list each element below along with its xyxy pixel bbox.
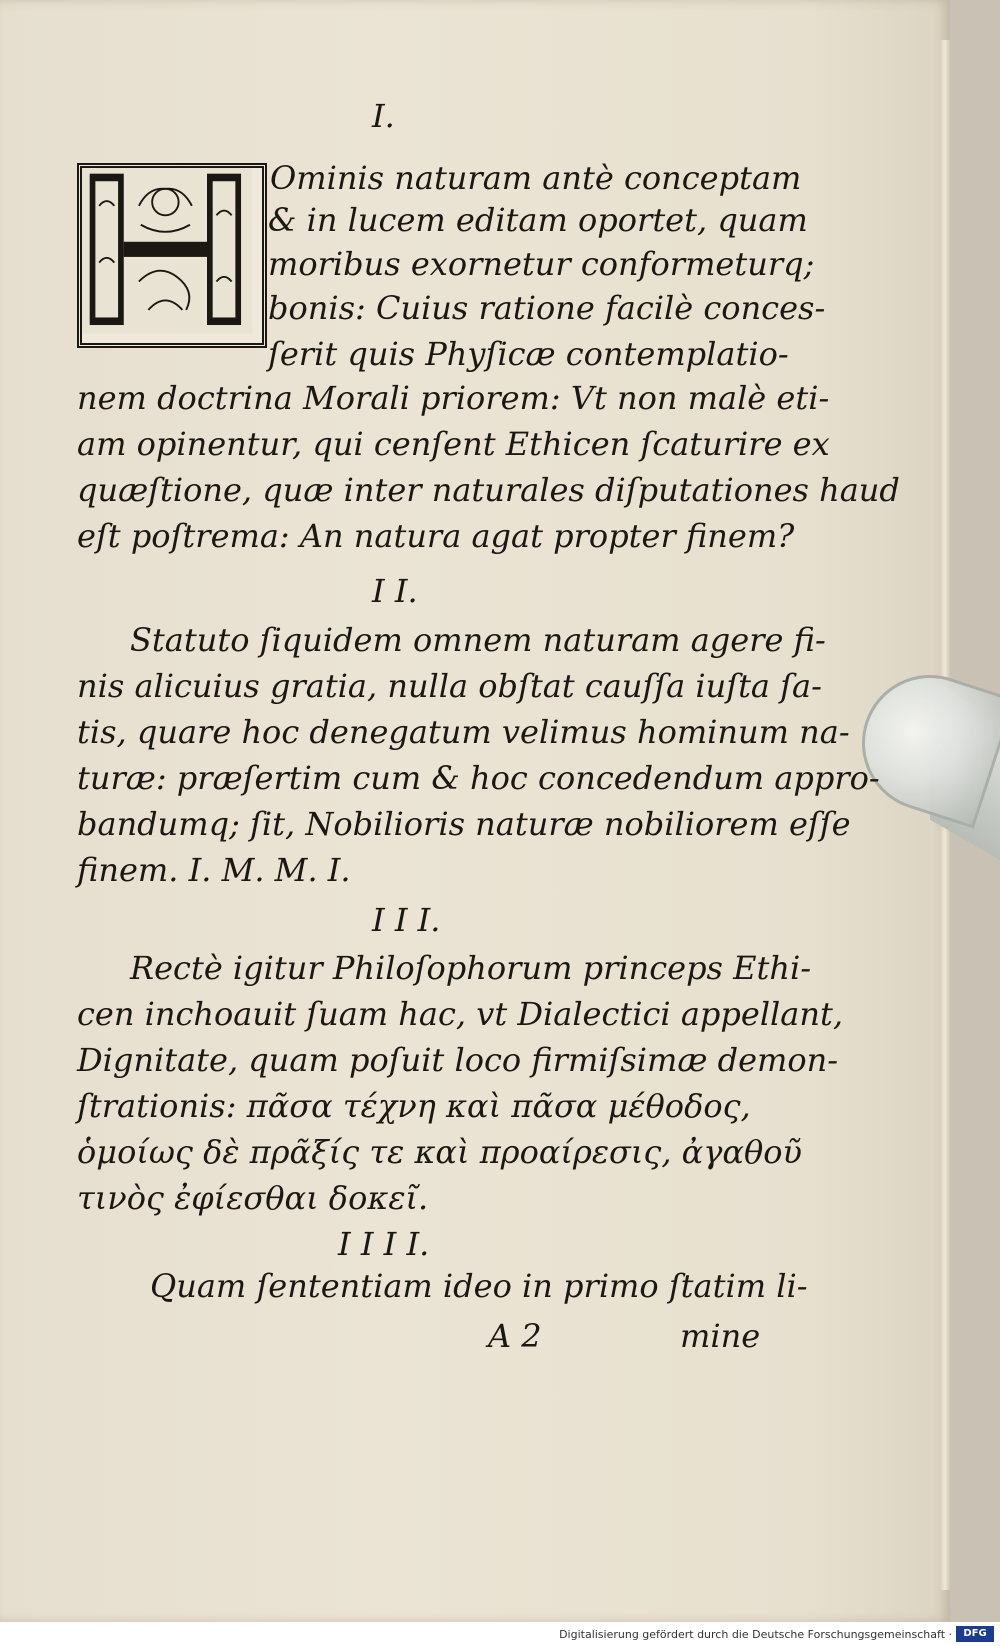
section-heading-4: I I I I. — [338, 1225, 430, 1263]
text-line: Dignitate, quam poſuit loco firmiſsimæ demon- — [77, 1041, 839, 1079]
text-line: cen inchoauit ſuam hac, vt Dialectici appellant, — [77, 995, 843, 1033]
text-line: ſerit quis Phyſicæ contemplatio- — [268, 335, 789, 373]
dfg-logo-icon: DFG — [956, 1626, 994, 1642]
section-heading-2: I I. — [372, 572, 418, 610]
text-line: Ominis naturam antè conceptam — [270, 159, 802, 197]
text-line: nis alicuius gratia, nulla obſtat cauſſa iuſta ſa- — [77, 667, 822, 705]
text-line: & in lucem editam oportet, quam — [268, 201, 808, 239]
text-line: quæſtione, quæ inter naturales diſputationes haud — [77, 471, 900, 509]
decorated-initial-letter — [77, 163, 267, 348]
text-line: Statuto ſiquidem omnem naturam agere fi- — [130, 621, 826, 659]
woodcut-initial-h — [82, 168, 262, 343]
text-line: bandumq; ſit, Nobilioris naturæ nobiliorem eſſe — [77, 805, 851, 843]
text-line: moribus exornetur conformeturq; — [268, 245, 815, 283]
section-heading-1: I. — [372, 97, 395, 135]
footer-credit: Digitalisierung gefördert durch die Deutsche Forschungsgemeinschaft · — [559, 1628, 952, 1641]
text-line: nem doctrina Morali priorem: Vt non malè eti- — [77, 379, 830, 417]
text-line: eſt poſtrema: An natura agat propter finem? — [77, 517, 795, 555]
catchword: mine — [680, 1317, 761, 1355]
text-line: τινὸς ἐφίεσθαι δοκεῖ. — [77, 1179, 429, 1217]
text-line: bonis: Cuius ratione facilè conces- — [268, 289, 826, 327]
text-line: turæ: præſertim cum & hoc concedendum appro- — [77, 759, 880, 797]
text-line: am opinentur, qui cenſent Ethicen ſcaturire ex — [77, 425, 830, 463]
signature-mark: A 2 — [488, 1317, 542, 1355]
text-line: tis, quare hoc denegatum velimus hominum na- — [77, 713, 850, 751]
text-line: finem. I. M. M. I. — [77, 851, 351, 889]
section-heading-3: I I I. — [372, 901, 441, 939]
text-line: ὁμοίως δὲ πρᾶξίς τε καὶ προαίρεσις, ἀγαθοῦ — [77, 1133, 802, 1171]
text-line: Rectè igitur Philoſophorum princeps Ethi- — [130, 949, 812, 987]
text-line: Quam ſententiam ideo in primo ſtatim li- — [150, 1267, 808, 1305]
text-line: ſtrationis: πᾶσα τέχνη καὶ πᾶσα μέθοδος, — [77, 1087, 751, 1125]
